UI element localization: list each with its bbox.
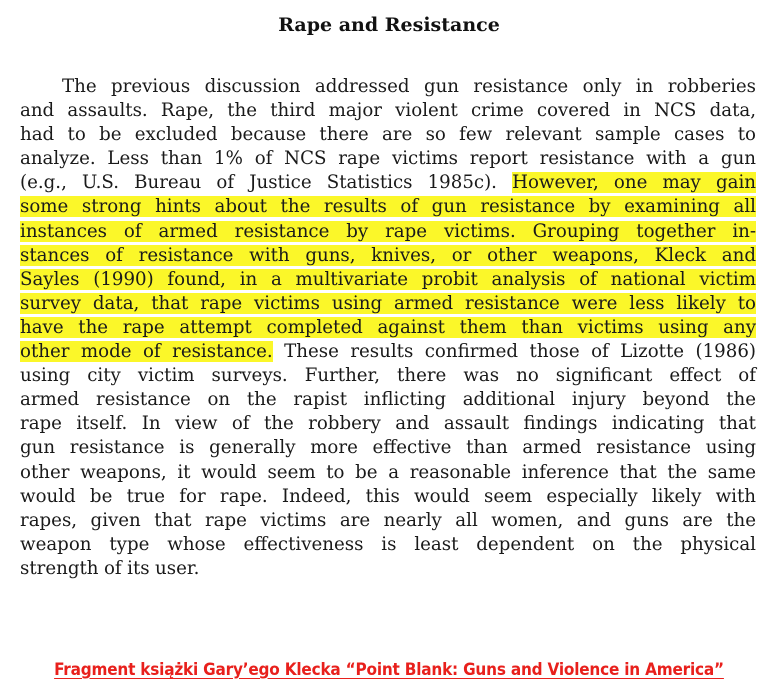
text-line bbox=[20, 364, 756, 388]
line-text: rape itself. In view of the robbery and assault findings indicating that bbox=[20, 413, 756, 435]
text-line bbox=[20, 123, 756, 147]
highlighted-text: However, one may gain bbox=[512, 172, 756, 194]
text-line bbox=[20, 557, 756, 581]
line-text: gun resistance is generally more effective than armed resistance using bbox=[20, 437, 756, 459]
line-text: other weapons, it would seem to be a reasonable inference that the same bbox=[20, 461, 756, 483]
text-line bbox=[20, 436, 756, 460]
section-title: Rape and Resistance bbox=[278, 14, 500, 36]
text-line bbox=[20, 99, 756, 123]
line-text: rapes, given that rape victims are nearly all women, and guns are the bbox=[20, 509, 756, 531]
text-line bbox=[20, 461, 756, 485]
body-paragraph bbox=[20, 75, 756, 581]
line-text: weapon type whose effectiveness is least dependent on the physical bbox=[20, 533, 756, 555]
highlighted-text: Sayles (1990) found, in a multivariate probit analysis of national victim bbox=[20, 268, 756, 290]
highlighted-text: other mode of resistance. bbox=[20, 341, 273, 363]
text-line bbox=[20, 485, 756, 509]
text-line bbox=[20, 509, 756, 533]
source-caption: Fragment książki Gary’ego Klecka “Point Blank: Guns and Violence in America” bbox=[54, 660, 724, 680]
highlighted-text: stances of resistance with guns, knives, or other weapons, Kleck and bbox=[20, 244, 756, 266]
line-text: had to be excluded because there are so few relevant sample cases to bbox=[20, 124, 756, 146]
line-text: and assaults. Rape, the third major violent crime covered in NCS data, bbox=[20, 100, 756, 122]
text-line bbox=[20, 75, 756, 99]
highlighted-text: some strong hints about the results of gun resistance by examining all bbox=[20, 196, 756, 218]
line-text: The previous discussion addressed gun resistance only in robberies bbox=[62, 76, 756, 97]
text-line bbox=[20, 412, 756, 436]
line-text: analyze. Less than 1% of NCS rape victims report resistance with a gun bbox=[20, 148, 756, 170]
text-line bbox=[20, 316, 756, 340]
line-text: armed resistance on the rapist inflicting additional injury beyond the bbox=[20, 389, 756, 411]
line-text: These results confirmed those of Lizotte (1986) bbox=[272, 341, 756, 363]
text-line bbox=[20, 244, 756, 268]
line-text: using city victim surveys. Further, there was no significant effect of bbox=[20, 365, 756, 387]
text-line bbox=[20, 292, 756, 316]
text-line bbox=[20, 195, 756, 219]
text-line bbox=[20, 171, 756, 195]
line-text: would be true for rape. Indeed, this would seem especially likely with bbox=[20, 485, 756, 507]
text-line bbox=[20, 268, 756, 292]
text-line bbox=[20, 533, 756, 557]
highlighted-text: survey data, that rape victims using armed resistance were less likely to bbox=[20, 292, 756, 314]
text-line bbox=[20, 388, 756, 412]
text-line bbox=[20, 220, 756, 244]
highlighted-text: have the rape attempt completed against them than victims using any bbox=[20, 316, 756, 338]
text-line bbox=[20, 147, 756, 171]
line-text: strength of its user. bbox=[20, 557, 200, 579]
highlighted-text: instances of armed resistance by rape victims. Grouping together in- bbox=[20, 220, 756, 242]
text-line bbox=[20, 340, 756, 364]
line-text: (e.g., U.S. Bureau of Justice Statistics 1985c). bbox=[20, 172, 513, 194]
